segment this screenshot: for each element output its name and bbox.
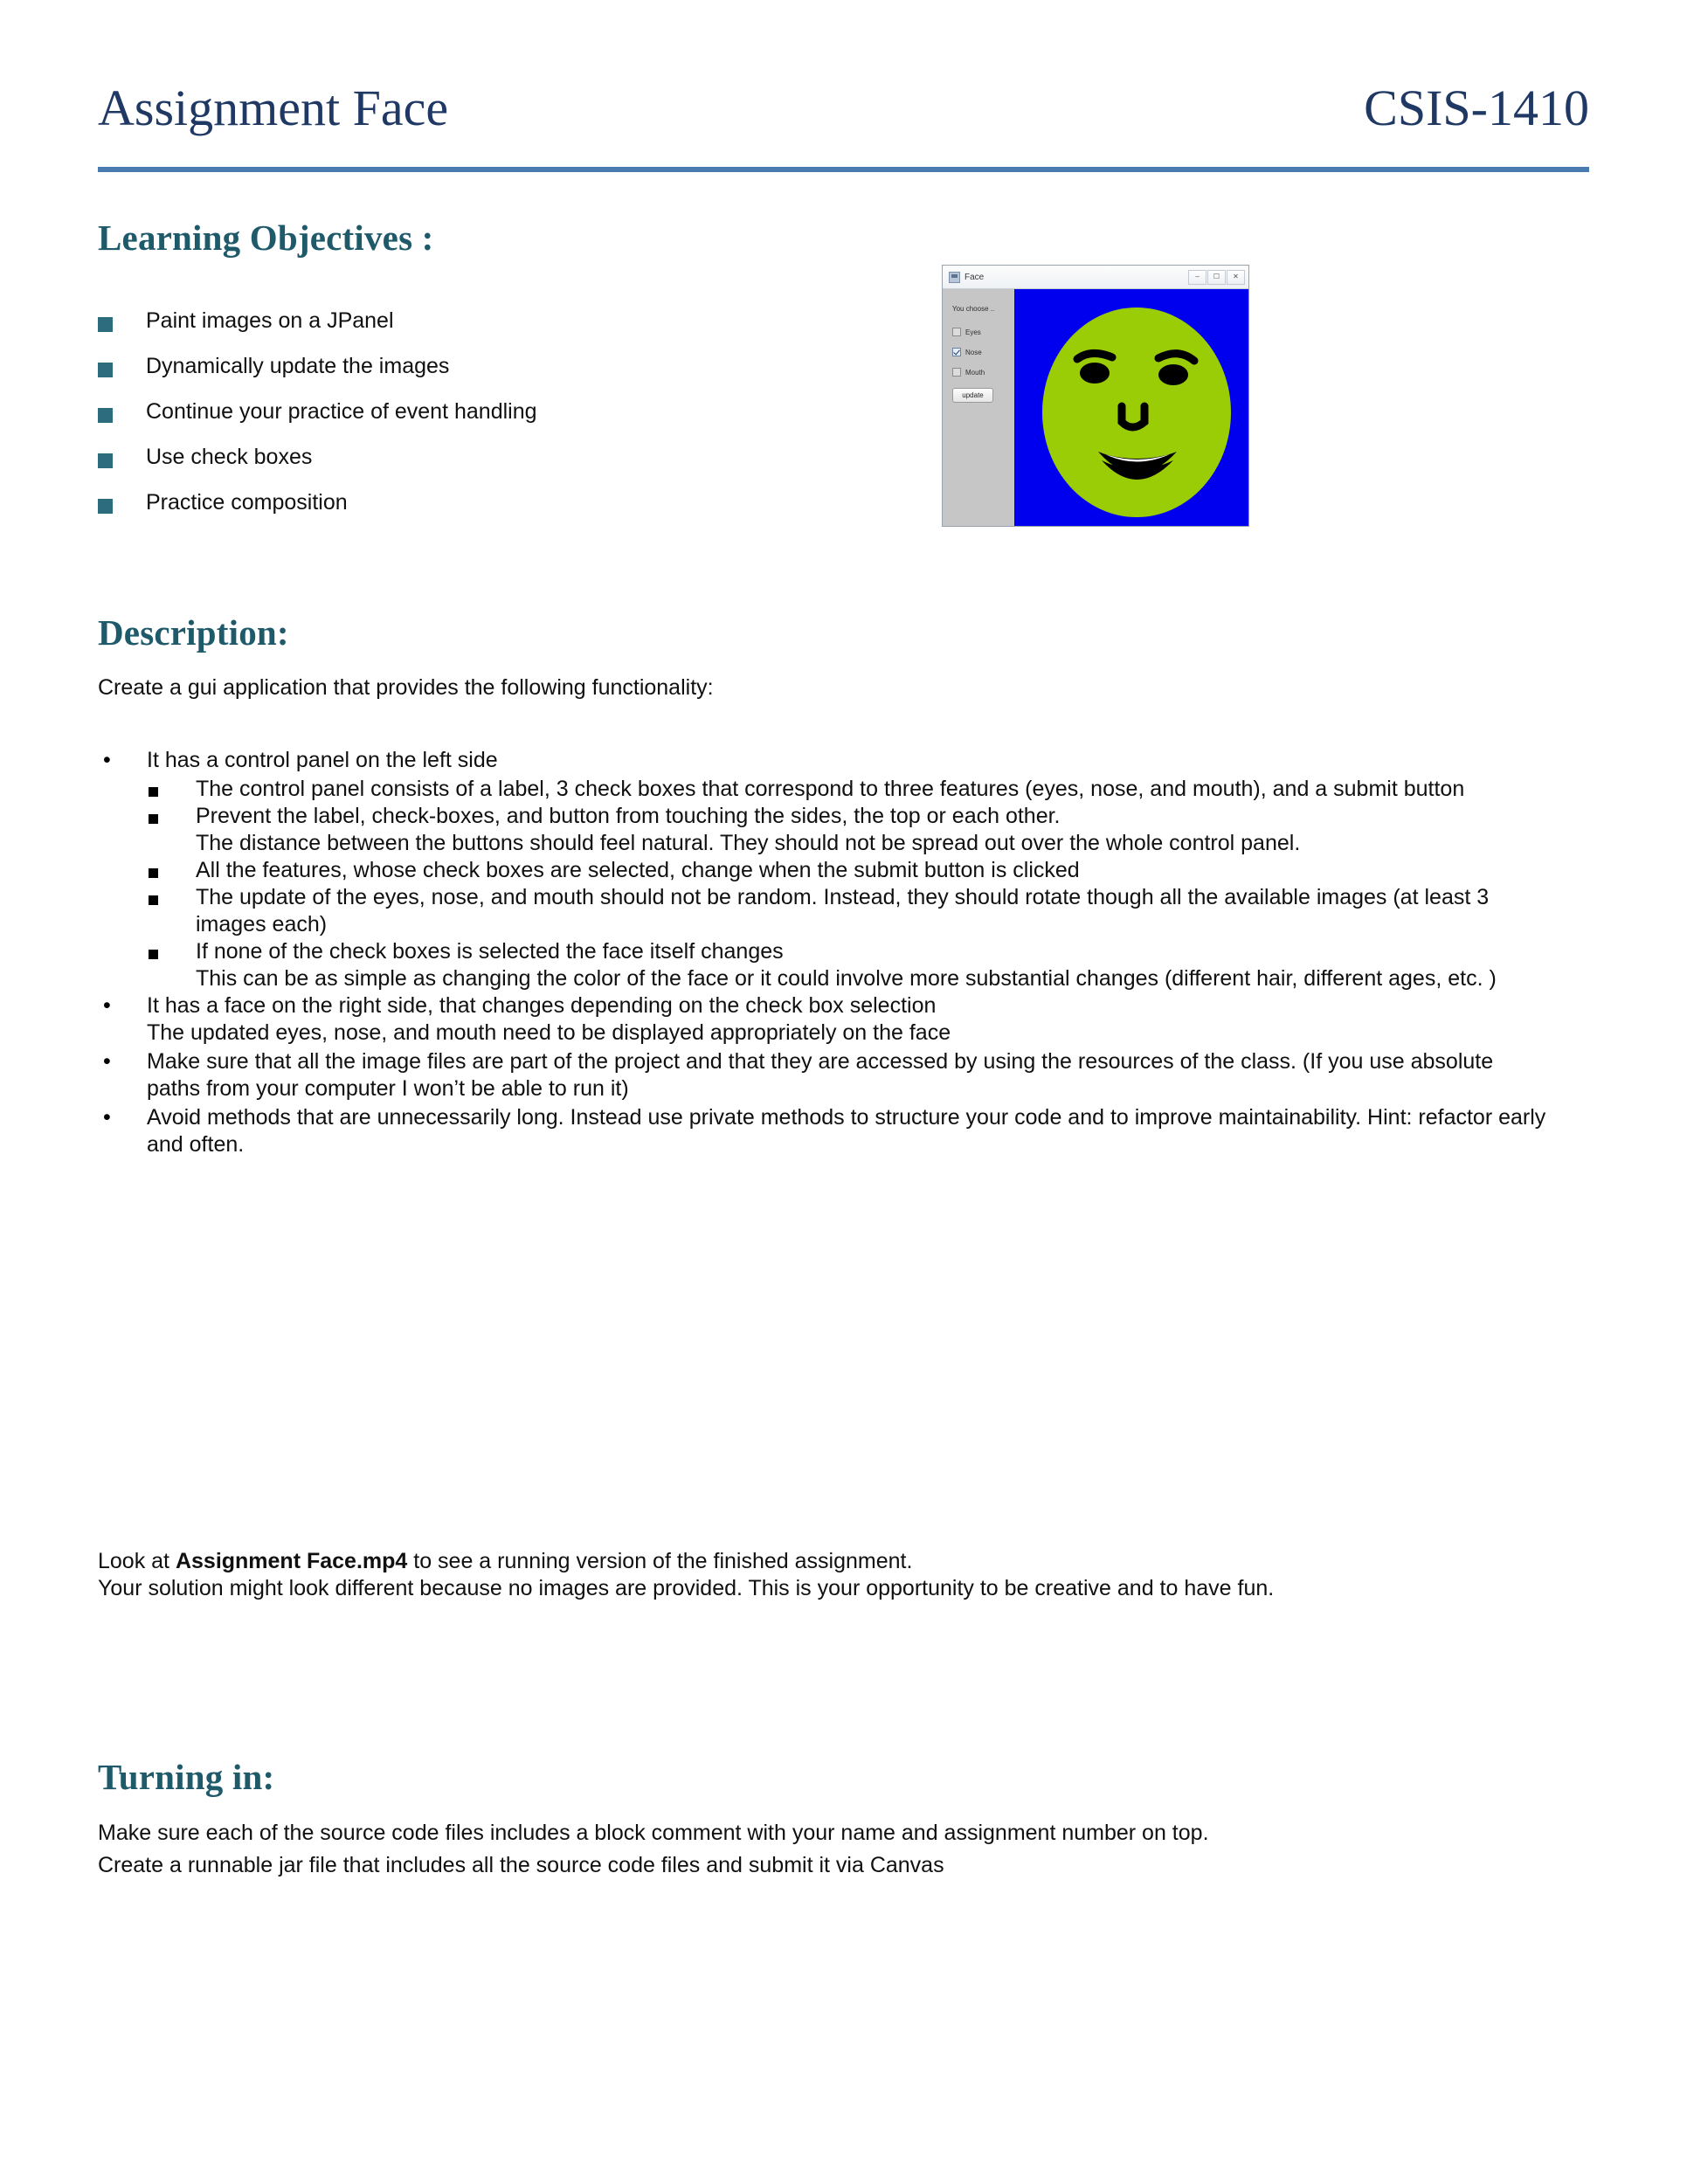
square-bullet-wrap <box>98 803 196 824</box>
round-bullet-icon: • <box>103 748 111 772</box>
objective-label: Use check boxes <box>146 445 313 469</box>
checkbox-icon <box>952 368 961 377</box>
requirement-text <box>147 992 1601 1047</box>
requirement-text: Make sure that all the image files are part of the project and that they are accessed by using the resources of the class. (If you use absolute paths from your computer I won’t be able to run it) <box>147 1049 1494 1101</box>
checkbox-eyes <box>952 328 1014 336</box>
list-item <box>98 992 1601 1047</box>
square-bullet-icon <box>98 408 113 423</box>
requirements-list <box>98 747 1601 1160</box>
square-bullet-icon <box>149 787 158 797</box>
square-bullet-wrap <box>98 857 196 878</box>
face-drawing <box>1014 289 1248 526</box>
checkbox-nose <box>952 348 1014 356</box>
update-button: update <box>952 388 993 403</box>
list-item <box>98 776 1601 803</box>
sub-requirement-line: This can be as simple as changing the color of the face or it could involve more substantial changes (different hair, different ages, etc. ) <box>196 966 1497 991</box>
list-item <box>98 857 1601 884</box>
objective-label: Continue your practice of event handling <box>146 399 537 424</box>
sub-requirement-line: If none of the check boxes is selected the face itself changes <box>196 939 784 964</box>
list-item <box>98 353 884 398</box>
window-controls <box>1188 270 1245 285</box>
list-item <box>98 1104 1601 1158</box>
turning-in-body <box>98 1820 1601 1884</box>
list-item <box>98 938 1601 992</box>
sub-requirement-line: Prevent the label, check-boxes, and button from touching the sides, the top or each other. <box>196 804 1061 828</box>
square-bullet-icon <box>149 814 158 824</box>
closing-line-2: Your solution might look different because no images are provided. This is your opportunity to be creative and to have fun. <box>98 1576 1275 1600</box>
list-item <box>98 444 884 489</box>
square-bullet-icon <box>98 499 113 514</box>
turning-in-line-2: Create a runnable jar file that includes all the source code files and submit it via Canvas <box>98 1853 944 1877</box>
square-bullet-icon <box>98 317 113 332</box>
app-title-bar <box>943 266 1248 289</box>
app-window-icon <box>949 272 960 283</box>
page-title: Assignment Face <box>98 79 449 136</box>
sub-requirement-text: The control panel consists of a label, 3 check boxes that correspond to three features (eyes, nose, and mouth), and a submit button <box>196 777 1465 801</box>
face-app-screenshot <box>942 265 1249 527</box>
checkbox-mouth <box>952 368 1014 377</box>
course-code: CSIS-1410 <box>1364 79 1589 136</box>
closing-prefix: Look at <box>98 1549 176 1573</box>
list-item <box>98 489 884 535</box>
square-bullet-icon <box>98 363 113 377</box>
description-intro: Create a gui application that provides the following functionality: <box>98 675 714 700</box>
checkbox-icon <box>952 328 961 336</box>
list-item <box>98 308 884 353</box>
requirement-text: It has a control panel on the left side <box>147 748 498 772</box>
objective-label: Practice composition <box>146 490 348 515</box>
app-face-canvas <box>1014 289 1248 526</box>
learning-objectives-heading: Learning Objectives : <box>98 218 434 258</box>
list-item <box>98 747 1601 774</box>
app-content <box>943 289 1248 526</box>
turning-in-line-1: Make sure each of the source code files includes a block comment with your name and assignment number on top. <box>98 1821 1209 1845</box>
sub-requirement-text <box>196 803 1601 857</box>
sub-requirement-text: All the features, whose check boxes are selected, change when the submit button is clicked <box>196 858 1080 882</box>
objective-label: Paint images on a JPanel <box>146 308 394 333</box>
app-window-title: Face <box>964 272 985 282</box>
list-item <box>98 398 884 444</box>
closing-suffix: to see a running version of the finished assignment. <box>407 1549 913 1573</box>
square-bullet-wrap <box>98 938 196 959</box>
list-item <box>98 884 1601 938</box>
closing-paragraph <box>98 1548 1601 1602</box>
close-icon: ✕ <box>1227 270 1245 285</box>
turning-in-heading: Turning in: <box>98 1757 275 1797</box>
square-bullet-icon <box>149 868 158 878</box>
square-bullet-icon <box>149 895 158 905</box>
assignment-video-filename: Assignment Face.mp4 <box>175 1549 408 1573</box>
requirement-line: It has a face on the right side, that changes depending on the check box selection <box>147 993 937 1018</box>
sub-requirement-text <box>196 938 1601 992</box>
header-divider <box>98 167 1589 172</box>
checkbox-checked-icon <box>952 348 961 356</box>
round-bullet-icon: • <box>103 1049 111 1074</box>
closing-line-1 <box>98 1548 1601 1575</box>
sub-requirements-list <box>98 776 1601 992</box>
square-bullet-wrap <box>98 884 196 905</box>
checkbox-label: Eyes <box>965 328 981 336</box>
requirement-text: Avoid methods that are unnecessarily long. Instead use private methods to structure your code and to improve maintainability. Hint: refactor early and often. <box>147 1105 1546 1157</box>
description-heading: Description: <box>98 612 289 653</box>
app-prompt-label: You choose .. <box>952 305 995 313</box>
minimize-icon: – <box>1188 270 1206 285</box>
app-control-panel <box>943 289 1014 526</box>
sub-requirement-line: The distance between the buttons should feel natural. They should not be spread out over the whole control panel. <box>196 831 1301 855</box>
round-bullet-icon: • <box>103 1105 111 1130</box>
objective-label: Dynamically update the images <box>146 354 450 378</box>
square-bullet-icon <box>98 453 113 468</box>
round-bullet-icon: • <box>103 993 111 1018</box>
checkbox-label: Nose <box>965 348 982 356</box>
list-item <box>98 803 1601 857</box>
maximize-icon: ☐ <box>1207 270 1226 285</box>
list-item <box>98 1048 1601 1102</box>
document-header <box>98 79 1589 136</box>
learning-objectives-list <box>98 308 884 535</box>
sub-requirement-text: The update of the eyes, nose, and mouth should not be random. Instead, they should rotate though all the available images (at least 3 images each) <box>196 885 1490 936</box>
requirement-line: The updated eyes, nose, and mouth need to be displayed appropriately on the face <box>147 1020 951 1045</box>
square-bullet-icon <box>149 950 158 959</box>
square-bullet-wrap <box>98 776 196 797</box>
checkbox-label: Mouth <box>965 368 985 377</box>
